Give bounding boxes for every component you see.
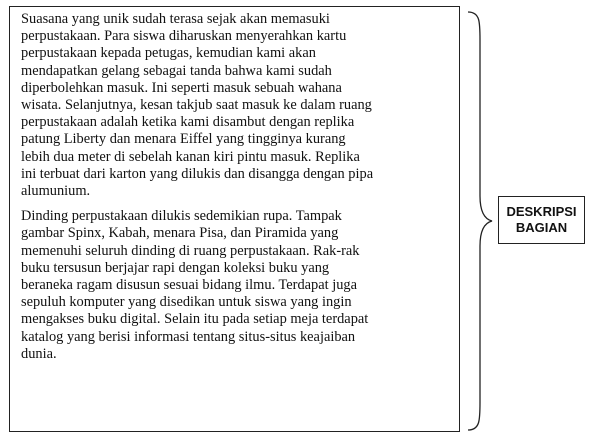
- section-label-line2: BAGIAN: [515, 220, 568, 235]
- paragraph-line: patung Liberty dan menara Eiffel yang tingginya kurang: [21, 131, 346, 148]
- paragraph-line: Dinding perpustakaan dilukis sedemikian rupa. Tampak: [21, 208, 342, 225]
- paragraph-line: mendapatkan gelang sebagai tanda bahwa kami sudah: [21, 62, 332, 79]
- paragraph-line: lebih dua meter di sebelah kanan kiri pintu masuk. Replika: [21, 148, 360, 165]
- paragraph-line: perpustakaan. Para siswa diharuskan menyerahkan kartu: [21, 28, 347, 45]
- paragraph-2: [21, 208, 451, 363]
- section-label-box: [498, 196, 585, 244]
- description-text-box: [9, 6, 460, 432]
- paragraph-1: [21, 11, 451, 200]
- paragraph-line: memenuhi seluruh dinding di ruang perpustakaan. Rak-rak: [21, 242, 360, 259]
- paragraph-line: mengakses buku digital. Selain itu pada setiap meja terdapat: [21, 311, 369, 328]
- paragraph-line: beraneka ragam disusun sesuai bidang ilmu. Terdapat juga: [21, 277, 358, 294]
- section-label-line1: DESKRIPSI: [506, 204, 577, 219]
- paragraph-line: ini terbuat dari karton yang dilukis dan disangga dengan pipa: [21, 165, 374, 182]
- paragraph-line: katalog yang berisi informasi tentang situs-situs keajaiban: [21, 328, 356, 345]
- right-curly-brace: [466, 0, 496, 443]
- paragraph-line: buku tersusun berjajar rapi dengan koleksi buku yang: [21, 259, 330, 276]
- paragraph-line: sepuluh komputer yang disedikan untuk siswa yang ingin: [21, 294, 352, 311]
- paragraph-line: dunia.: [21, 345, 57, 362]
- paragraph-line: perpustakaan kepada petugas, kemudian kami akan: [21, 45, 316, 62]
- paragraph-line: gambar Spinx, Kabah, menara Pisa, dan Piramida yang: [21, 225, 339, 242]
- paragraph-line: Suasana yang unik sudah terasa sejak akan memasuki: [21, 11, 330, 27]
- paragraph-line: wisata. Selanjutnya, kesan takjub saat masuk ke dalam ruang: [21, 97, 372, 114]
- paragraph-line: perpustakaan adalah ketika kami disambut dengan replika: [21, 114, 355, 131]
- paragraph-line: diperbolehkan masuk. Ini seperti masuk sebuah wahana: [21, 79, 342, 96]
- paragraph-line: alumunium.: [21, 183, 91, 200]
